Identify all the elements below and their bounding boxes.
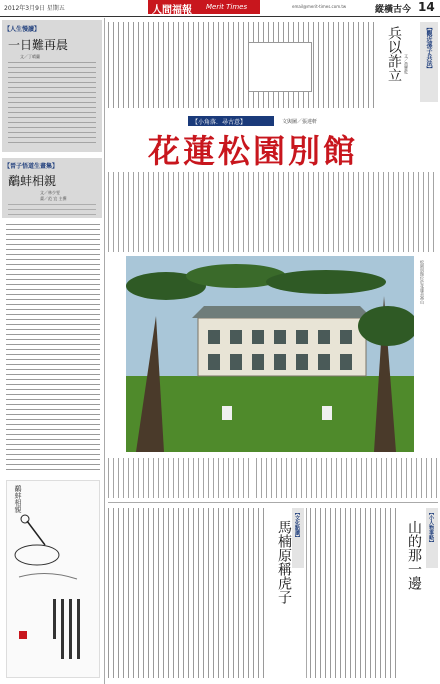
clam-quote: [8, 204, 96, 216]
poem-text: [8, 62, 96, 144]
byline-clam: 文／林少雯: [40, 190, 60, 195]
section-title: 縱橫古今: [375, 5, 412, 15]
feature-label-bar: [108, 116, 438, 126]
top-article: [108, 18, 438, 114]
issue-date: 2012年3月9日 星期五: [4, 5, 65, 12]
right-article-body: [310, 508, 400, 678]
section-label-paintings: 【晉子悟道生畫集】: [4, 163, 59, 170]
feature-body-bottom-left: [108, 458, 252, 498]
right-title: 山的那一邊: [406, 520, 422, 590]
sidebar-label: 【觀近孫子兵法】: [425, 24, 432, 72]
article-title-clam: 鷸蚌相親: [8, 174, 57, 188]
masthead-box: [148, 0, 260, 14]
masthead-en: Merit Times: [206, 3, 248, 11]
feature-title: 花蓮松園別館: [148, 132, 359, 170]
masthead-title: 人間福報: [152, 5, 192, 16]
article-title-morning: 一日難再晨: [8, 38, 69, 52]
byline-clam-2: 畫／范 宜 主撰: [40, 196, 67, 201]
top-body-text: [108, 22, 376, 108]
mid-rule: [306, 508, 307, 678]
top-byline: 文／黃寶乾: [404, 54, 409, 74]
photo-svg: [126, 256, 414, 452]
right-label: 【小人物事略】: [428, 510, 434, 545]
bottom-rule: [108, 502, 438, 503]
feature-photo: [126, 256, 414, 452]
feature-body-top: [108, 172, 438, 252]
mid-article-body: [108, 508, 268, 678]
left-rule: [104, 18, 105, 684]
top-title: 兵以詐立: [386, 26, 402, 82]
header-bar: [0, 0, 440, 16]
painting-inscription: 鷸蚌相親: [14, 485, 22, 513]
feature-credit: 文與圖／張達軒: [282, 119, 318, 125]
header-url: email@merit-times.com.tw: [292, 4, 347, 9]
byline-morning: 文／丁晴蘭: [20, 54, 40, 59]
ink-painting: [6, 480, 100, 678]
mid-title: 馬楠原稱虎子: [276, 520, 292, 604]
photo-caption: 松園別館位於花蓮美崙山: [420, 260, 425, 304]
top-pull-quote: [248, 42, 312, 92]
header-rule: [0, 16, 440, 17]
feature-label: 【小角落．尋古意】: [192, 119, 247, 126]
left-column: [0, 18, 104, 684]
page-number: 14: [418, 0, 435, 14]
clam-body-text: [6, 224, 100, 472]
mid-label: 【文化點讀】: [294, 510, 300, 540]
feature-body-bottom-right: [256, 458, 438, 498]
section-label-reading: 【人生慢讀】: [4, 26, 41, 33]
